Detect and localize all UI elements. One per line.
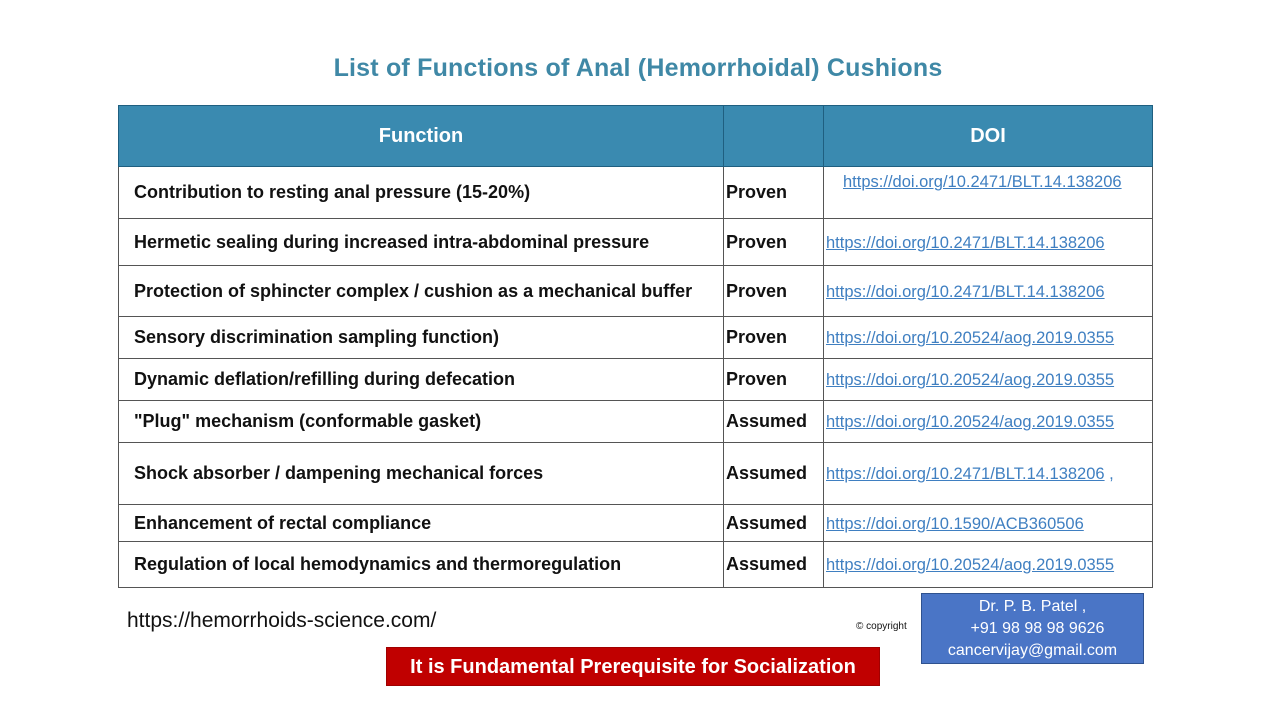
doi-cell: [824, 443, 1153, 505]
function-cell: "Plug" mechanism (conformable gasket): [119, 401, 724, 443]
table-row: [119, 505, 1153, 542]
status-cell: Assumed: [724, 505, 824, 542]
status-cell: Proven: [724, 219, 824, 266]
table-header-row: [119, 106, 1153, 167]
function-cell: Protection of sphincter complex / cushion as a mechanical buffer: [119, 266, 724, 317]
table-row: [119, 443, 1153, 505]
doi-cell: [824, 505, 1153, 542]
author-name: Dr. P. B. Patel ,: [978, 598, 1087, 615]
doi-trailing-comma: ,: [1104, 465, 1114, 483]
status-cell: Assumed: [724, 443, 824, 505]
doi-cell: [824, 542, 1153, 588]
table-row: [119, 266, 1153, 317]
copyright-notice: © copyright: [856, 621, 907, 632]
doi-link[interactable]: https://doi.org/10.2471/BLT.14.138206: [826, 282, 1105, 301]
function-cell: Regulation of local hemodynamics and thermoregulation: [119, 542, 724, 588]
doi-cell: [824, 401, 1153, 443]
doi-link[interactable]: https://doi.org/10.20524/aog.2019.0355: [826, 371, 1115, 389]
table-row: [119, 219, 1153, 266]
header-doi: DOI: [824, 106, 1153, 167]
status-cell: Assumed: [724, 401, 824, 443]
author-email: cancervijay@gmail.com: [947, 642, 1118, 659]
table-row: [119, 359, 1153, 401]
author-phone: +91 98 98 98 9626: [970, 620, 1105, 637]
doi-link[interactable]: https://doi.org/10.20524/aog.2019.0355: [826, 556, 1115, 574]
doi-link[interactable]: https://doi.org/10.2471/BLT.14.138206: [826, 233, 1105, 252]
website-url[interactable]: https://hemorrhoids-science.com/: [127, 609, 437, 632]
page-title: List of Functions of Anal (Hemorrhoidal) Cushions: [333, 54, 943, 82]
status-cell: Proven: [724, 317, 824, 359]
table-row: [119, 542, 1153, 588]
doi-cell: [824, 359, 1153, 401]
status-cell: Assumed: [724, 542, 824, 588]
doi-link[interactable]: https://doi.org/10.2471/BLT.14.138206: [843, 173, 1122, 191]
function-cell: Contribution to resting anal pressure (15-20%): [119, 167, 724, 219]
doi-cell: [824, 266, 1153, 317]
status-cell: Proven: [724, 266, 824, 317]
function-cell: Enhancement of rectal compliance: [119, 505, 724, 542]
functions-table: [118, 105, 1153, 588]
doi-cell: [824, 167, 1153, 219]
table-row: [119, 317, 1153, 359]
status-cell: Proven: [724, 167, 824, 219]
socialization-banner: It is Fundamental Prerequisite for Socialization: [386, 647, 880, 686]
doi-link[interactable]: https://doi.org/10.1590/ACB360506: [826, 514, 1084, 533]
author-contact-box: [921, 593, 1144, 664]
doi-cell: [824, 219, 1153, 266]
doi-cell: [824, 317, 1153, 359]
function-cell: Shock absorber / dampening mechanical forces: [119, 443, 724, 505]
doi-link[interactable]: https://doi.org/10.2471/BLT.14.138206: [826, 465, 1105, 483]
function-cell: Sensory discrimination sampling function): [119, 317, 724, 359]
table-row: [119, 401, 1153, 443]
doi-link[interactable]: https://doi.org/10.20524/aog.2019.0355: [826, 329, 1115, 347]
doi-link[interactable]: https://doi.org/10.20524/aog.2019.0355: [826, 413, 1115, 431]
function-cell: Hermetic sealing during increased intra-abdominal pressure: [119, 219, 724, 266]
header-status: [724, 106, 824, 167]
status-cell: Proven: [724, 359, 824, 401]
function-cell: Dynamic deflation/refilling during defecation: [119, 359, 724, 401]
table-row: [119, 167, 1153, 219]
header-function: Function: [119, 106, 724, 167]
